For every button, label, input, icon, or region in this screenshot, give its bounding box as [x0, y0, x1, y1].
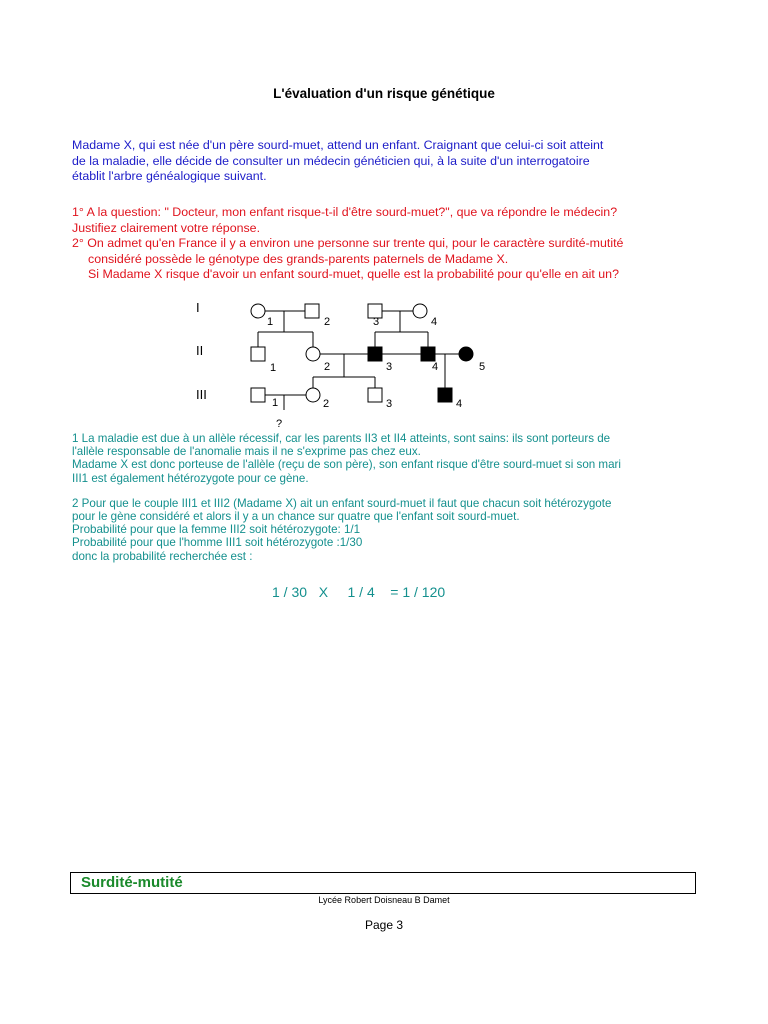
question-1-instruction: Justifiez clairement votre réponse. — [72, 220, 261, 235]
generation-label-II: II — [196, 343, 204, 358]
answer-2-line: pour le gène considéré et alors il y a un chance sur quatre que l'enfant soit sourd-muet. — [72, 510, 520, 524]
answer-1-line: III1 est également hétérozygote pour ce gène. — [72, 471, 309, 485]
pedigree-female-I4 — [413, 304, 427, 318]
pedigree-female-I1 — [251, 304, 265, 318]
question-1: 1° A la question: " Docteur, mon enfant risque-t-il d'être sourd-muet?", que va répondre le médecin? — [72, 205, 618, 219]
answer-2-line: 2 Pour que le couple III1 et III2 (Madame X) ait un enfant sourd-muet il faut que chacun soit hétérozygote — [72, 496, 612, 510]
intro-line: établit l'arbre généalogique suivant. — [72, 169, 267, 183]
generation-label-III: III — [196, 387, 207, 402]
pedigree-female-III2 — [306, 388, 320, 402]
answer-2-line: Probabilité pour que la femme III2 soit hétérozygote: 1/1 — [72, 523, 361, 537]
answer-1-line: l'allèle responsable de l'anomalie mais il ne s'exprime pas chez eux. — [72, 445, 421, 459]
pedigree-female-II2 — [306, 347, 320, 361]
pedigree-label: 1 — [267, 316, 274, 328]
pedigree-label: 4 — [456, 398, 463, 410]
answer-1-line: Madame X est donc porteuse de l'allèle (reçu de son père), son enfant risque d'être sourd-muet si son mari — [72, 458, 621, 472]
pedigree-male-III1 — [251, 388, 265, 402]
pedigree-male-II1 — [251, 347, 265, 361]
spacer — [72, 485, 732, 497]
answer-2-line: Probabilité pour que l'homme III1 soit hétérozygote :1/30 — [72, 536, 363, 550]
question-2: 2° On admet qu'en France il y a environ une personne sur trente qui, pour le caractère surdité-mutité — [72, 236, 624, 250]
answer-2-line: donc la probabilité recherchée est : — [72, 549, 253, 563]
pedigree-label: 2 — [324, 316, 331, 328]
pedigree-label: 2 — [323, 398, 330, 410]
answer-1-line: 1 La maladie est due à un allèle récessif, car les parents II3 et II4 atteints, sont sains: ils sont porteurs de — [72, 432, 611, 445]
document-title: L'évaluation d'un risque génétique — [273, 86, 495, 101]
pedigree-label: 4 — [432, 361, 439, 373]
pedigree-label: 3 — [386, 398, 393, 410]
footer-topic-label: Surdité-mutité — [81, 874, 183, 891]
pedigree-unknown-child: ? — [276, 418, 283, 430]
pedigree-label: 2 — [324, 361, 331, 373]
generation-label-I: I — [196, 300, 200, 315]
school-name: Lycée Robert Doisneau B Damet — [318, 895, 450, 905]
page-number: Page 3 — [364, 918, 404, 932]
question-2-cont: considéré possède le génotype des grands-parents paternels de Madame X. — [88, 251, 509, 266]
pedigree-male-III4-affected — [438, 388, 452, 402]
pedigree-label: 3 — [386, 361, 393, 373]
pedigree-label: 5 — [479, 361, 486, 373]
pedigree-label: 3 — [373, 316, 380, 328]
pedigree-male-I2 — [305, 304, 319, 318]
pedigree-male-III3 — [368, 388, 382, 402]
answers-block — [72, 432, 732, 563]
pedigree-label: 1 — [272, 397, 279, 409]
footer-topic-box — [70, 872, 696, 894]
probability-formula: 1 / 30 X 1 / 4 = 1 / 120 — [272, 584, 446, 600]
pedigree-male-II3-affected — [368, 347, 382, 361]
pedigree-label: 1 — [270, 362, 277, 374]
question-2-ask: Si Madame X risque d'avoir un enfant sourd-muet, quelle est la probabilité pour qu'elle en ait un? — [88, 267, 619, 281]
questions-block — [72, 205, 732, 283]
pedigree-female-II5-affected — [459, 347, 473, 361]
pedigree-chart — [180, 290, 520, 435]
pedigree-label: 4 — [431, 316, 438, 328]
intro-line: de la maladie, elle décide de consulter un médecin généticien qui, à la suite d'un interrogatoire — [72, 153, 590, 168]
intro-paragraph — [72, 138, 712, 185]
intro-line: Madame X, qui est née d'un père sourd-muet, attend un enfant. Craignant que celui-ci soit atteint — [72, 138, 604, 152]
pedigree-male-II4-affected — [421, 347, 435, 361]
